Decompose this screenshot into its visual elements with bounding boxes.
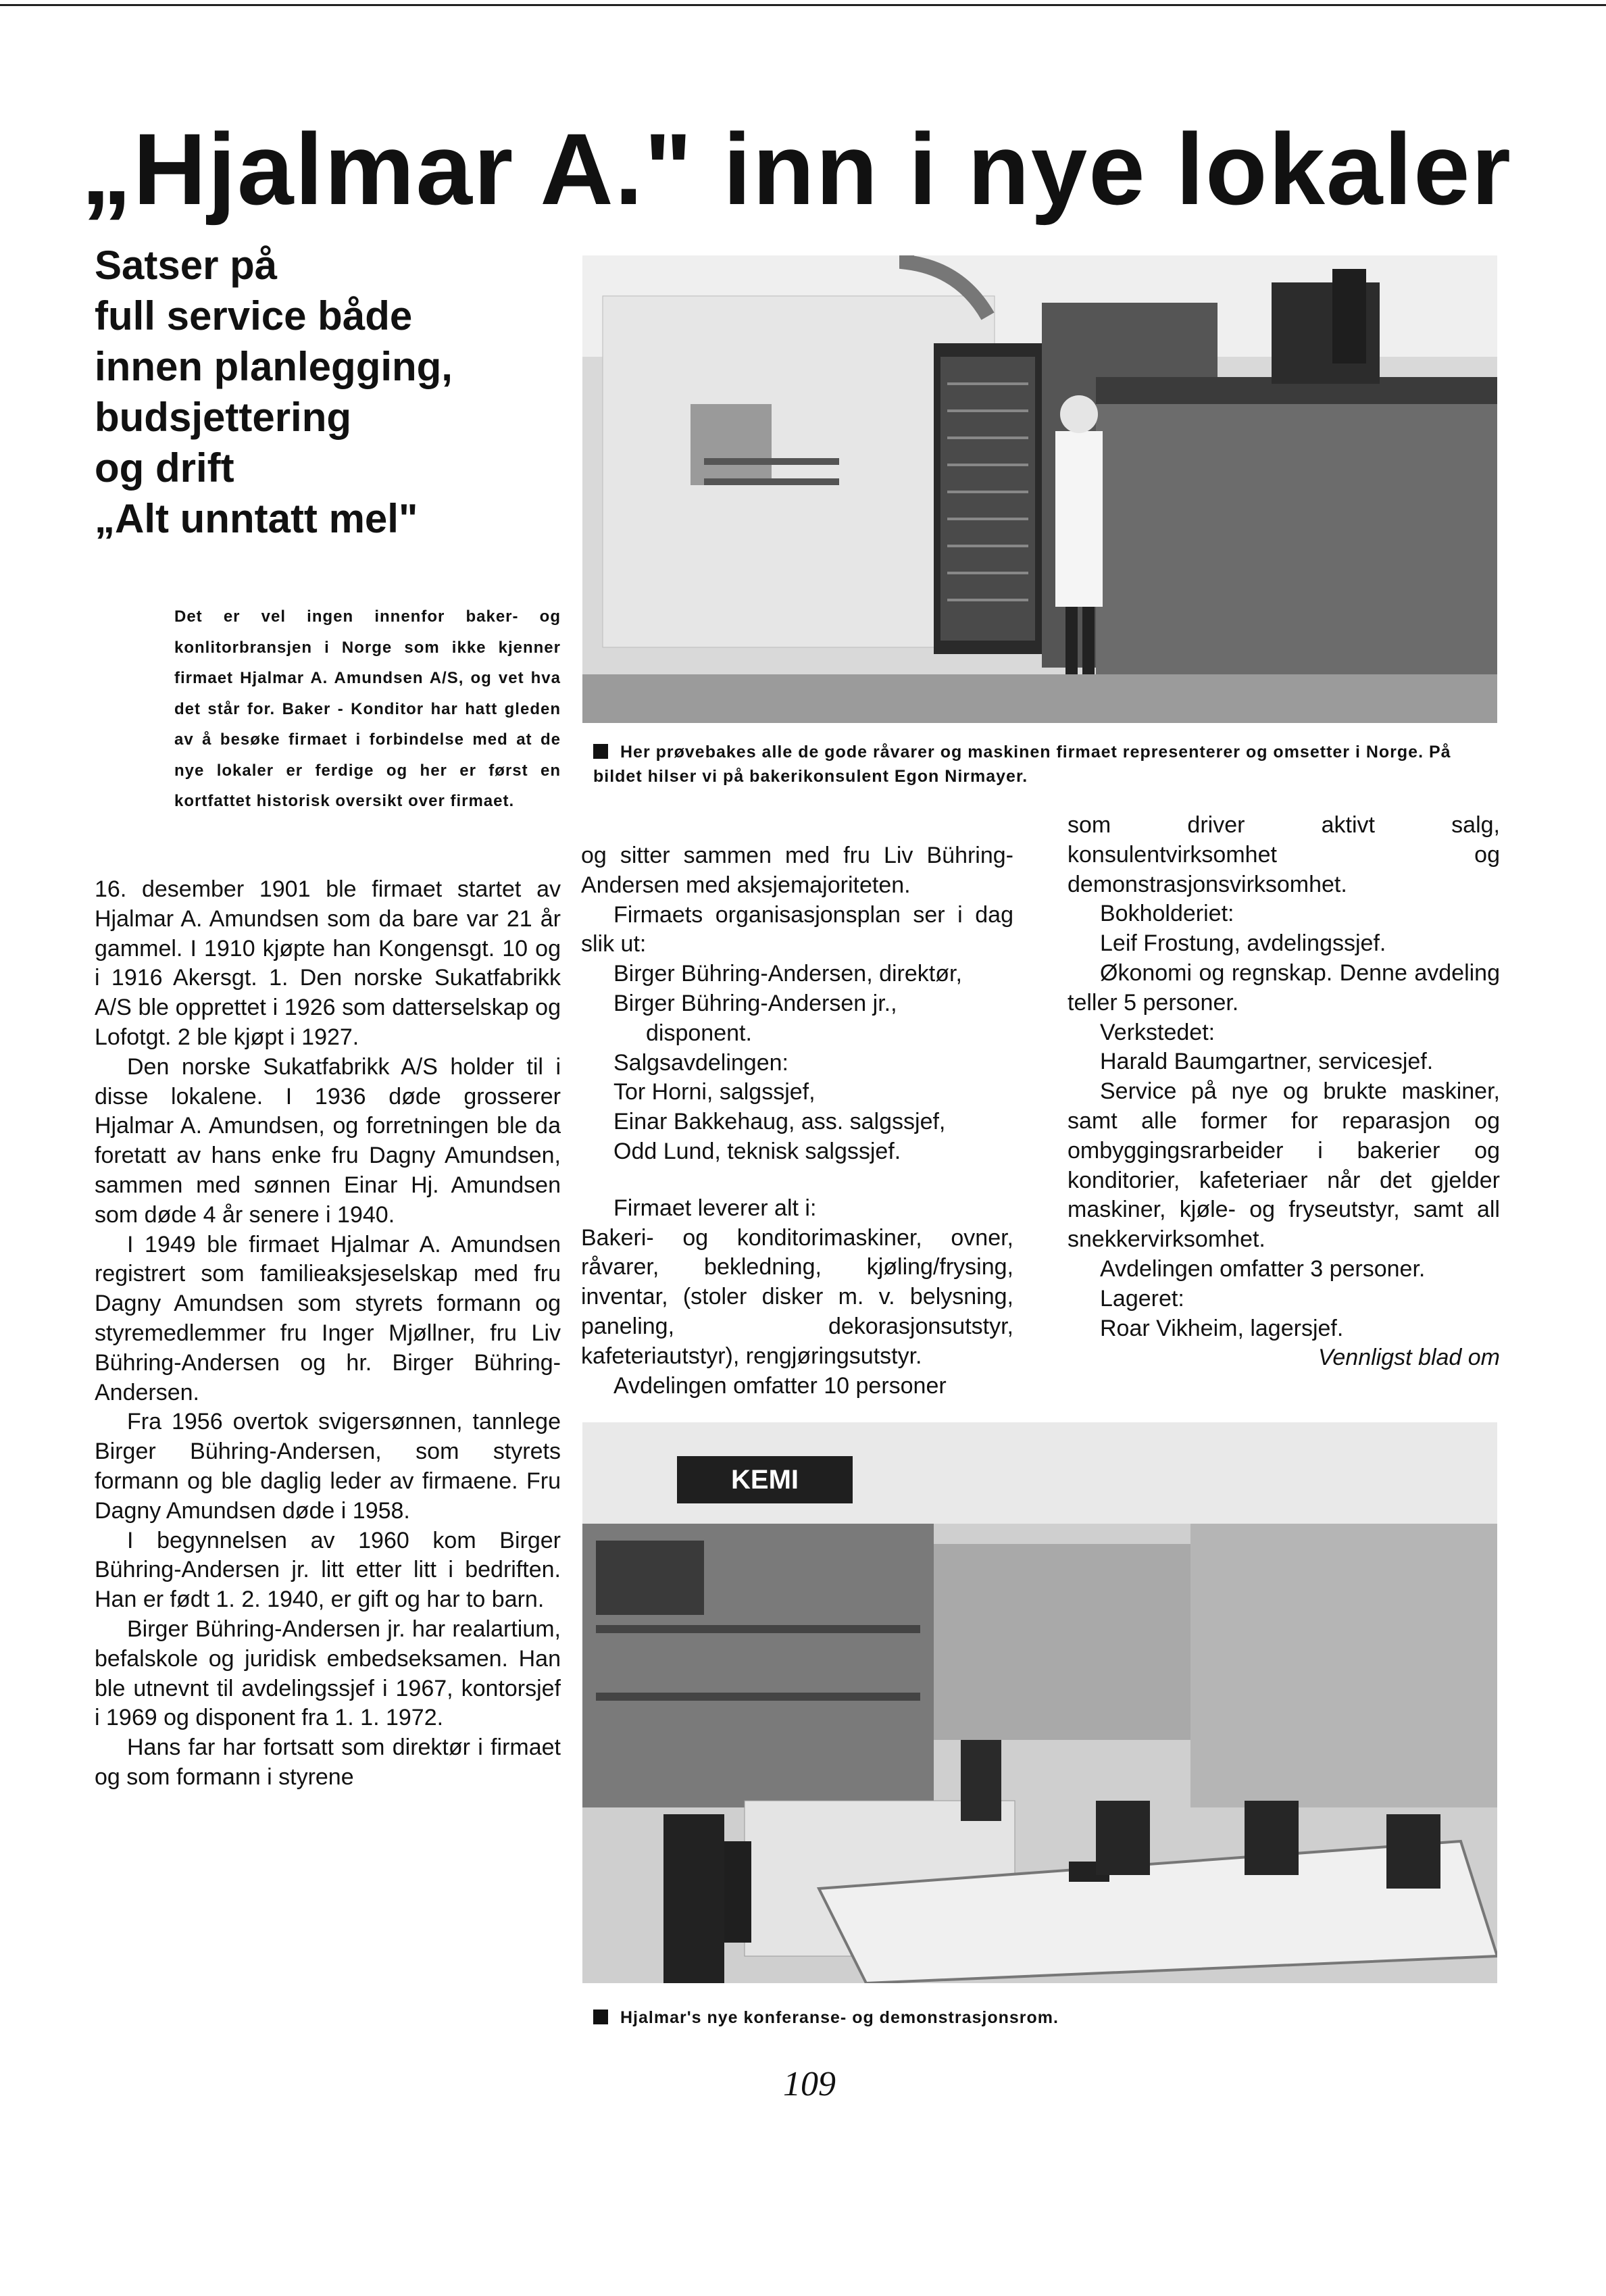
- bakery-oven-illustration: [582, 255, 1497, 723]
- headline: „Hjalmar A." inn i nye lokaler: [81, 112, 1512, 226]
- section-label: Bokholderiet:: [1100, 901, 1234, 927]
- paragraph: Firmaets organisasjonsplan ser i dag slik ut:: [581, 901, 1013, 957]
- paragraph: Avdelingen omfatter 3 personer.: [1100, 1255, 1426, 1282]
- org-line: Roar Vikheim, lagersjef.: [1100, 1315, 1344, 1341]
- conference-room-illustration: [582, 1422, 1497, 1983]
- kemi-sign: KEMI: [731, 1465, 799, 1495]
- org-line: Harald Baumgartner, servicesjef.: [1100, 1049, 1434, 1075]
- paragraph: Den norske Sukatfabrikk A/S holder til i disse lokalene. I 1936 døde grosserer Hjalmar A. Amundsen, og forretningen ble da foretatt av hans enke fru Dagny Amundsen, sammen med sønnen Einar Hj. Amundsen som døde 4 år senere i 1940.: [95, 1053, 561, 1228]
- paragraph: som driver aktivt salg, konsulentvirksomhet og demonstrasjonsvirksomhet.: [1068, 812, 1500, 897]
- paragraph: Firmaet leverer alt i:: [613, 1195, 817, 1221]
- paragraph: Avdelingen omfatter 10 personer: [613, 1372, 947, 1399]
- intro-paragraph: Det er vel ingen innenfor baker- og konlitorbransjen i Norge som ikke kjenner firmaet Hjalmar A. Amundsen A/S, og vet hva det står for. Baker - Konditor har hatt gleden av å besøke firmaet i forbindelse med at de nye lokaler er ferdige og her er først en kortfattet historisk oversikt over firmaet.: [174, 607, 561, 810]
- article-column-2: [581, 841, 1013, 1401]
- subheadline-line: budsjettering: [95, 395, 352, 440]
- paragraph: Bakeri- og konditorimaskiner, ovner, råvarer, bekledning, kjøling/frysing, inventar, (stoler disker m. v. belysning, paneling, dekorasjonsutstyr, kafeteriautstyr), rengjøringsutstyr.: [581, 1224, 1013, 1369]
- paragraph: Birger Bühring-Andersen jr. har realartium, befalskole og juridisk embedseksamen. Han ble utnevnt til avdelingssjef i 1967, kontorsjef i 1969 og disponent fra 1. 1. 1972.: [95, 1616, 561, 1731]
- continued-note: Vennligst blad om: [1318, 1345, 1500, 1371]
- page-number: 109: [783, 2065, 836, 2103]
- article-column-3: [1068, 811, 1500, 1373]
- photo2-caption: [593, 2005, 1499, 2030]
- org-line: Birger Bühring-Andersen jr.,: [613, 990, 897, 1016]
- paragraph: 16. desember 1901 ble firmaet startet av Hjalmar A. Amundsen som da bare var 21 år gammel. I 1910 kjøpte han Kongensgt. 10 og i 1916 Akersgt. 1. Den norske Sukatfabrikk A/S ble opprettet i 1926 som datterselskap og Lofotgt. 2 ble kjøpt i 1927.: [95, 876, 561, 1050]
- paragraph: Hans far har fortsatt som direktør i firmaet og som formann i styrene: [95, 1735, 561, 1790]
- paragraph: Service på nye og brukte maskiner, samt alle former for reparasjon og ombyggingsrarbeider i bakerier og konditorier, kafeteriaer når det gjelder maskiner, kjøle- og fryseutstyr, samt all snekkervirksomhet.: [1068, 1078, 1500, 1253]
- paragraph: Økonomi og regnskap. Denne avdeling teller 5 personer.: [1068, 959, 1500, 1016]
- org-line: Birger Bühring-Andersen, direktør,: [613, 961, 962, 987]
- org-line: disponent.: [646, 1020, 752, 1046]
- subheadline-line: Satser på: [95, 243, 278, 288]
- article-column-1: [95, 875, 561, 1793]
- caption-bullet: [593, 2010, 608, 2024]
- conference-room-photo: [582, 1422, 1497, 1983]
- subheadline-line: „Alt unntatt mel": [95, 496, 418, 541]
- paragraph: I begynnelsen av 1960 kom Birger Bühring-Andersen jr. litt etter litt i bedriften. Han er født 1. 2. 1940, er gift og har to barn.: [95, 1527, 561, 1613]
- subheadline: [95, 240, 568, 544]
- photo2-caption-text: Hjalmar's nye konferanse- og demonstrasjonsrom.: [620, 2008, 1059, 2027]
- subheadline-line: innen planlegging,: [95, 344, 453, 389]
- paragraph: I 1949 ble firmaet Hjalmar A. Amundsen registrert som familieaksjeselskap med fru Dagny Amundsen som styrets formann og styremedlemmer fru Inger Mjøllner, fru Liv Bühring-Andersen og hr. Birger Bühring-Andersen.: [95, 1231, 561, 1405]
- subheadline-line: full service både: [95, 293, 413, 339]
- photo1-caption-text: Her prøvebakes alle de gode råvarer og maskinen firmaet representerer og omsetter i Norge. På bildet hilser vi på bakerikonsulent Egon Nirmayer.: [593, 743, 1451, 786]
- top-rule: [0, 4, 1606, 6]
- photo1-caption: [593, 740, 1499, 789]
- bakery-oven-photo: [582, 255, 1497, 723]
- section-label: Verkstedet:: [1100, 1019, 1215, 1045]
- org-line: Salgsavdelingen:: [613, 1049, 788, 1076]
- paragraph: Fra 1956 overtok svigersønnen, tannlege Birger Bühring-Andersen, som styrets formann og ble daglig leder av firmaene. Fru Dagny Amundsen døde i 1958.: [95, 1409, 561, 1524]
- org-line: Leif Frostung, avdelingssjef.: [1100, 930, 1386, 957]
- subheadline-line: og drift: [95, 445, 234, 491]
- caption-bullet: [593, 744, 608, 759]
- section-label: Lageret:: [1100, 1285, 1184, 1312]
- org-line: Tor Horni, salgssjef,: [613, 1079, 815, 1105]
- org-line: Odd Lund, teknisk salgssjef.: [613, 1138, 901, 1164]
- paragraph: og sitter sammen med fru Liv Bühring-Andersen med aksjemajoriteten.: [581, 843, 1013, 898]
- org-line: Einar Bakkehaug, ass. salgssjef,: [613, 1109, 946, 1135]
